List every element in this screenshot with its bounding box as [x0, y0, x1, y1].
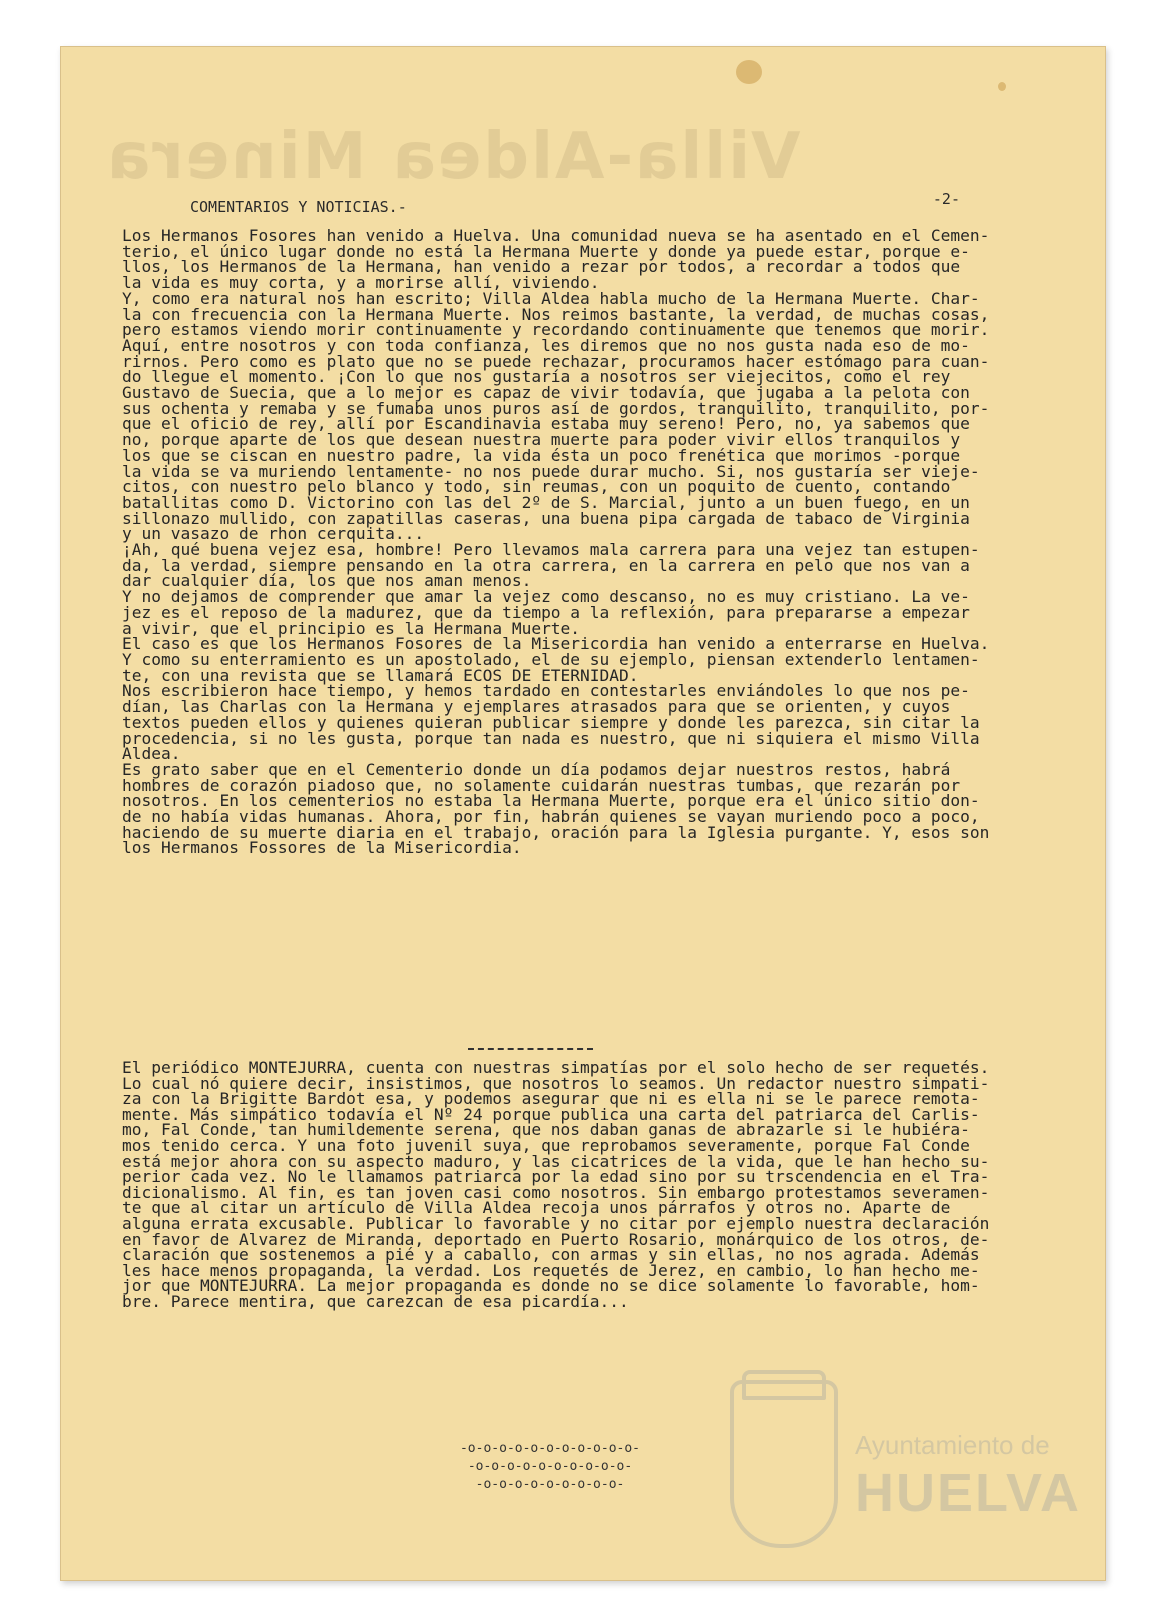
ornament-line: -o-o-o-o-o-o-o-o-o-o-o- — [459, 1441, 640, 1456]
section-divider — [468, 1048, 593, 1050]
text-line: procedencia, si no les gusta, porque tan nada es nuestro, que ni siquiera el mismo Villa — [122, 728, 980, 748]
text-line: no, porque aparte de los que desean nuestra muerte para poder vivir ellos tranquilos y — [122, 430, 961, 450]
text-line: en favor de Alvarez de Miranda, deportado en Puerto Rosario, monárquico de los otros, de- — [122, 1229, 990, 1249]
text-line: jor que MONTEJURRA. La mejor propaganda es donde no se dice solamente lo favorable, hom- — [122, 1276, 980, 1296]
text-line: alguna errata excusable. Publicar lo favorable y no citar por ejemplo nuestra declaración — [122, 1213, 990, 1233]
text-line: que el oficio de rey, allí por Escandinavia estaba muy sereno! Pero, no, ya sabemos que — [122, 414, 970, 434]
section-title: COMENTARIOS Y NOTICIAS.- — [190, 198, 407, 216]
text-line: Es grato saber que en el Cementerio donde un día podamos dejar nuestros restos, habrá — [122, 759, 951, 779]
text-line: hombres de corazón piadoso que, no solamente cuidarán nuestras tumbas, que rezarán por — [122, 775, 961, 795]
text-line: sus ochenta y remaba y se fumaba unos puros así de gordos, tranquilito, tranquilito, por- — [122, 398, 990, 418]
text-line: dar cualquier día, los que nos aman menos. — [122, 571, 532, 591]
text-line: de no había vidas humanas. Ahora, por fin, habrán quienes se vayan muriendo poco a poco, — [122, 807, 980, 827]
text-line: Aldea. — [122, 744, 181, 764]
text-line: terio, el único lugar donde no está la Hermana Muerte y donde ya puede estar, porque e- — [122, 241, 970, 261]
archive-watermark — [720, 1380, 1081, 1550]
ink-stain — [998, 82, 1006, 91]
text-line: citos, con nuestro pelo blanco y todo, sin reumas, con un poquito de cuento, contando — [122, 477, 951, 497]
text-line: claración que sostenemos a pié y a caballo, con armas y sin ellas, no nos agrada. Además — [122, 1245, 980, 1265]
text-line: la vida se va muriendo lentamente- no nos puede durar mucho. Si, nos gustaría ser vieje- — [122, 461, 980, 481]
article-hermanos-fosores — [122, 228, 1037, 856]
text-line: llos, los Hermanos de la Hermana, han venido a rezar por todos, a recordar a todos que — [122, 257, 961, 277]
text-line: El periódico MONTEJURRA, cuenta con nuestras simpatías por el solo hecho de ser requetés. — [122, 1058, 990, 1077]
text-line: nosotros. En los cementerios no estaba la Hermana Muerte, porque era el único sitio don- — [122, 791, 980, 811]
text-line: Nos escribieron hace tiempo, y hemos tardado en contestarles enviándoles lo que nos pe- — [122, 681, 970, 701]
text-line: te que al citar un artículo de Villa Aldea recoja unos párrafos y otros no. Aparte de — [122, 1198, 951, 1218]
text-line: Los Hermanos Fosores han venido a Huelva. Una comunidad nueva se ha asentado en el Cemen- — [122, 226, 990, 245]
text-line: la con frecuencia con la Hermana Muerte. Nos reimos bastante, la verdad, de muchas cosas, — [122, 304, 990, 324]
watermark-line1: Ayuntamiento de — [855, 1430, 1050, 1460]
text-line: do llegue el momento. ¡Con lo que nos gustaría a nosotros ser viejecitos, como el rey — [122, 367, 951, 387]
text-line: Gustavo de Suecia, que a lo mejor es capaz de vivir todavía, que jugaba a la pelota con — [122, 383, 970, 403]
ornament-line: -o-o-o-o-o-o-o-o-o-o- — [467, 1459, 633, 1474]
article-montejurra — [122, 1060, 1037, 1310]
text-line: está mejor ahora con su aspecto maduro, y las cicatrices de la vida, que le han hecho su- — [122, 1151, 990, 1171]
text-line: Y no dejamos de comprender que amar la vejez como descanso, no es muy cristiano. La ve- — [122, 587, 970, 607]
text-line: bre. Parece mentira, que carezcan de esa picardía... — [122, 1291, 629, 1311]
show-through-masthead: Villa-Aldea Minera — [105, 120, 801, 194]
text-line: da, la verdad, siempre pensando en la otra carrera, en la carrera en pelo que nos van a — [122, 555, 970, 575]
text-line: jez es el reposo de la madurez, que da tiempo a la reflexión, para prepararse a empezar — [122, 602, 970, 622]
watermark-line2: HUELVA — [855, 1463, 1081, 1523]
text-line: mos tenido cerca. Y una foto juvenil suya, que reprobamos severamente, porque Fal Conde — [122, 1135, 970, 1155]
text-line: ¡Ah, qué buena vejez esa, hombre! Pero llevamos mala carrera para una vejez tan estupen- — [122, 540, 980, 560]
ornament-line: -o-o-o-o-o-o-o-o-o- — [475, 1477, 625, 1492]
text-line: El caso es que los Hermanos Fosores de la Misericordia han venido a enterrarse en Huelva. — [122, 634, 990, 654]
text-line: Lo cual nó quiere decir, insistimos, que nosotros lo seamos. Un redactor nuestro simpati- — [122, 1073, 990, 1093]
text-line: mente. Más simpático todavía el Nº 24 porque publica una carta del patriarca del Carlis- — [122, 1104, 980, 1124]
text-line: los Hermanos Fossores de la Misericordia. — [122, 838, 522, 858]
text-line: rirnos. Pero como es plato que no se puede rechazar, procuramos hacer estómago para cuan- — [122, 351, 990, 371]
text-line: Y como su enterramiento es un apostolado, el de su ejemplo, piensan extenderlo lentamen- — [122, 649, 980, 669]
page-number: -2- — [932, 190, 960, 208]
text-line: textos pueden ellos y quienes quieran publicar siempre y donde les parezca, sin citar la — [122, 712, 980, 732]
text-line: sillonazo mullido, con zapatillas caseras, una buena pipa cargada de tabaco de Virginia — [122, 508, 970, 528]
text-line: les hace menos propaganda, la verdad. Los requetés de Jerez, en cambio, lo han hecho me- — [122, 1260, 980, 1280]
text-line: Aquí, entre nosotros y con toda confianza, les diremos que no nos gusta nada eso de mo- — [122, 335, 970, 355]
text-line: perior cada vez. No le llamamos patriarca por la edad sino por su trscendencia en el Tra- — [122, 1167, 990, 1187]
text-line: la vida es muy corta, y a morirse allí, viviendo. — [122, 273, 600, 293]
text-line: za con la Brigitte Bardot esa, y podemos asegurar que ni es ella ni se le parece remota- — [122, 1089, 980, 1109]
text-line: te, con una revista que se llamará ECOS DE ETERNIDAD. — [122, 665, 639, 685]
text-line: los que se ciscan en nuestro padre, la vida ésta un poco frenética que morimos -porque — [122, 445, 961, 465]
text-line: a vivir, que el principio es la Hermana Muerte. — [122, 618, 581, 638]
closing-ornament — [440, 1440, 660, 1494]
text-line: haciendo de su muerte diaria en el trabajo, oración para la Iglesia purgante. Y, esos son — [122, 822, 990, 842]
coat-of-arms-icon — [730, 1380, 838, 1548]
text-line: Y, como era natural nos han escrito; Villa Aldea habla mucho de la Hermana Muerte. Char- — [122, 288, 980, 308]
ink-stain — [736, 60, 762, 84]
text-line: dicionalismo. Al fin, es tan joven casi como nosotros. Sin embargo protestamos severamen- — [122, 1182, 990, 1202]
text-line: pero estamos viendo morir continuamente y recordando continuamente que tenemos que morir. — [122, 320, 990, 340]
text-line: dían, las Charlas con la Hermana y ejemplares atrasados para que se orienten, y cuyos — [122, 697, 951, 717]
text-line: y un vasazo de rhon cerquita... — [122, 524, 425, 544]
text-line: mo, Fal Conde, tan humildemente serena, que nos daban ganas de abrazarle si le hubiéra- — [122, 1120, 970, 1140]
text-line: batallitas como D. Victorino con las del 2º de S. Marcial, junto a un buen fuego, en un — [122, 492, 970, 512]
